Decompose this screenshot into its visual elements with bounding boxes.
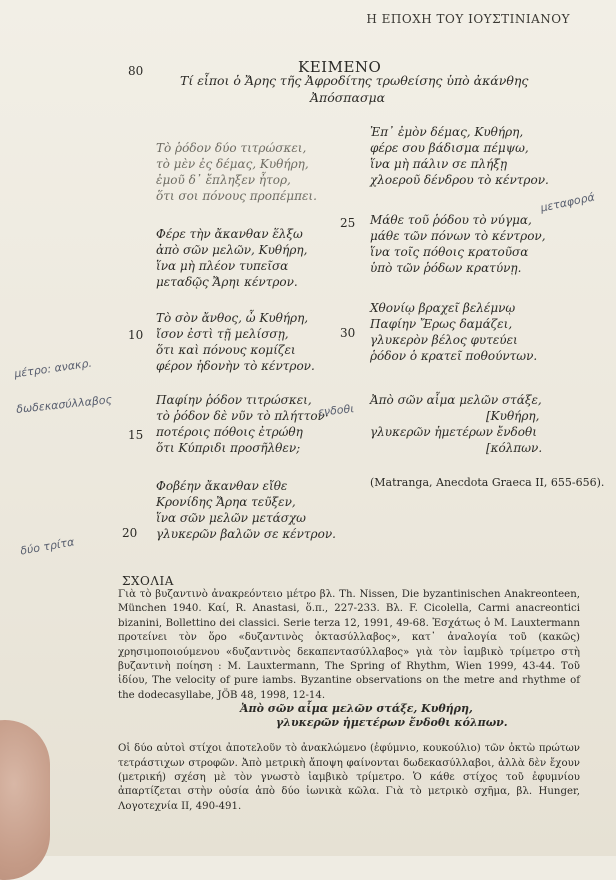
verse-line: φέρε σου βάδισμα πέμψω, [370, 141, 529, 155]
line-number: 20 [122, 526, 138, 540]
verse-line: ὑπὸ τῶν ῥόδων κρατύνῃ. [370, 261, 522, 275]
handwritten-note: δύο τρίτα [19, 535, 76, 558]
page-number: 80 [128, 64, 144, 78]
handwritten-note: δωδεκασύλλαβος [15, 393, 113, 416]
verse-line: φέρον ἡδονὴν τὸ κέντρον. [156, 359, 315, 373]
running-head: Η ΕΠΟΧΗ ΤΟΥ ΙΟΥΣΤΙΝΙΑΝΟΥ [366, 12, 570, 26]
poem-title-main: Τί εἶποι ὁ Ἄρης τῆς Ἀφροδίτης τρωθείσης ὑπὸ ἀκάνθης [180, 73, 529, 88]
verse-line: ἵνα σῶν μελῶν μετάσχω [156, 511, 306, 525]
scholia-heading: ΣΧΟΛΙΑ [122, 574, 174, 588]
verse-line: ἵνα τοῖς πόθοις κρατοῦσα [370, 245, 529, 259]
right-stanza-2 [370, 212, 546, 276]
verse-line: μάθε τῶν πόνων τὸ κέντρον, [370, 229, 546, 243]
line-number: 30 [340, 326, 356, 340]
verse-line: ἵνα μὴ πάλιν σε πλήξῃ [370, 157, 508, 171]
verse-line: Τὸ σὸν ἄνθος, ὦ Κυθήρη, [156, 311, 309, 325]
verse-line: Φοβέην ἄκανθαν εἴθε [156, 479, 288, 493]
scholia-body-1 [118, 588, 580, 703]
poem-title-sub: Ἀπόσπασμα [310, 90, 386, 105]
verse-line: Τὸ ῥόδον δύο τιτρώσκει, [156, 141, 307, 155]
left-stanza-5 [156, 478, 336, 542]
handwritten-note: ενδοθι [317, 402, 355, 419]
verse-line: Φέρε τὴν ἄκανθαν ἕλξω [156, 227, 303, 241]
right-stanza-3 [370, 300, 537, 364]
verse-line: τὸ ῥόδον δὲ νῦν τὸ πλήττον· [156, 409, 329, 423]
verse-line: γλυκερῶν ἡμετέρων ἔνδοθι [370, 425, 537, 439]
right-stanza-1 [370, 124, 549, 188]
scholia-paragraph: Οἱ δύο αὐτοὶ στίχοι ἀποτελοῦν τὸ ἀνακλώμενο (ἐφύμνιο, κουκούλιο) τῶν ὀκτὼ πρώτων τετράστιχων στροφῶν. Ἀπὸ μετρικὴ ἄποψη φαίνονται δωδεκασύλλαβοι, ἀλλὰ δὲν ἔχουν (μετρική) σχέση μὲ τὸν γνωστὸ ἰαμβικὸ τρίμετρο. Ὁ κάθε στίχος τοῦ ἐφυμνίου ἀπαρτίζεται στὴν οὐσία ἀπὸ δύο ἰωνικὰ κῶλα. Γιὰ τὸ μετρικὸ σχῆμα, βλ. Hunger, Λογοτεχνία II, 490-491. [118, 743, 580, 812]
source-citation: (Matranga, Anecdota Graeca II, 655-656). [370, 476, 605, 489]
section-title: ΚΕΙΜΕΝΟ [298, 58, 382, 76]
left-stanza-2 [156, 226, 307, 290]
verse-line: ὅτι Κύπριδι προσῆλθεν; [156, 441, 301, 455]
verse-line: Χθονίῳ βραχεῖ βελέμνῳ [370, 301, 516, 315]
poem-title [180, 72, 560, 106]
scholia-body-2 [118, 732, 580, 824]
left-stanza-1 [156, 140, 317, 204]
left-stanza-4 [156, 392, 329, 456]
verse-line: Κρονίδης Ἄρηα τεῦξεν, [156, 495, 296, 509]
verse-line: τὸ μὲν ἐς δέμας, Κυθήρη, [156, 157, 309, 171]
verse-line: Παφίην Ἔρως δαμάζει, [370, 317, 513, 331]
verse-line: ὅτι σοι πόνους προπέμπει. [156, 189, 317, 203]
verse-line: μεταδῷς Ἄρηι κέντρον. [156, 275, 298, 289]
verse-line: Ἐπ᾿ ἐμὸν δέμας, Κυθήρη, [370, 125, 524, 139]
verse-line: γλυκερὸν βέλος φυτεύει [370, 333, 518, 347]
scholia-verse-quote [240, 702, 508, 730]
verse-line: [κόλπων. [486, 441, 543, 455]
handwritten-note: μέτρο: ανακρ. [13, 356, 93, 381]
verse-line: ἐμοῦ δ᾿ ἔπληξεν ἦτορ, [156, 173, 291, 187]
left-stanza-3 [156, 310, 315, 374]
right-stanza-4-refrain [370, 392, 542, 456]
verse-line: Παφίην ῥόδον τιτρώσκει, [156, 393, 312, 407]
verse-quote-line: γλυκερῶν ἡμετέρων ἔνδοθι κόλπων. [276, 716, 508, 729]
line-number: 10 [128, 328, 144, 342]
verse-line: ἴσον ἐστὶ τῇ μελίσσῃ, [156, 327, 289, 341]
handwritten-note: μεταφορά [539, 190, 596, 215]
scholia-paragraph: Γιὰ τὸ βυζαντινὸ ἀνακρεόντειο μέτρο βλ. Th. Nissen, Die byzantinischen Anakreonteen, München 1940. Καί, R. Anastasi, ὅ.π., 227-233. Βλ. F. Cicolella, Carmi anacreontici bizanini, Bollettino dei classici. Serie terza 12, 1991, 49-68. Ἐσχάτως ὁ M. Lauxtermann προτείνει τὸν ὅρο «δυζαντινὸς ὀκτασύλλαβος», κατ᾿ ἀναλογία τοῦ (κακῶς) χρησιμοποιούμενου «δυζαντινὸς δεκαπεντασύλλαβος» γιὰ τὸν ἰαμβικὸ τρίμετρο στὴ βυζαντινὴ ποίηση : M. Lauxtermann, The Spring of Rhythm, Wien 1999, 43-44. Τοῦ ἰδίου, The velocity of pure iambs. Byzantine observations on the metre and rhythme of the dodecasyllabe, JÖB 48, 1998, 12-14. [118, 589, 580, 701]
verse-line: χλοεροῦ δένδρου τὸ κέντρον. [370, 173, 549, 187]
verse-line: ἀπὸ σῶν μελῶν, Κυθήρη, [156, 243, 308, 257]
verse-line: Μάθε τοῦ ῥόδου τὸ νύγμα, [370, 213, 532, 227]
verse-line: ῥόδον ὁ κρατεῖ ποθούντων. [370, 349, 538, 363]
verse-line: ἵνα μὴ πλέον τυπεῖσα [156, 259, 289, 273]
line-number: 15 [128, 428, 144, 442]
thumb-photo-artifact [0, 720, 50, 880]
line-number: 25 [340, 216, 356, 230]
verse-line: ποτέροις πόθοις ἐτρώθη [156, 425, 303, 439]
verse-line: ὅτι καὶ πόνους κομίζει [156, 343, 296, 357]
verse-quote-line: Ἀπὸ σῶν αἷμα μελῶν στάξε, Κυθήρη, [240, 702, 473, 715]
verse-line: [Κυθήρη, [486, 409, 540, 423]
verse-line: Ἀπὸ σῶν αἷμα μελῶν στάξε, [370, 393, 542, 407]
verse-line: γλυκερῶν βαλῶν σε κέντρον. [156, 527, 336, 541]
